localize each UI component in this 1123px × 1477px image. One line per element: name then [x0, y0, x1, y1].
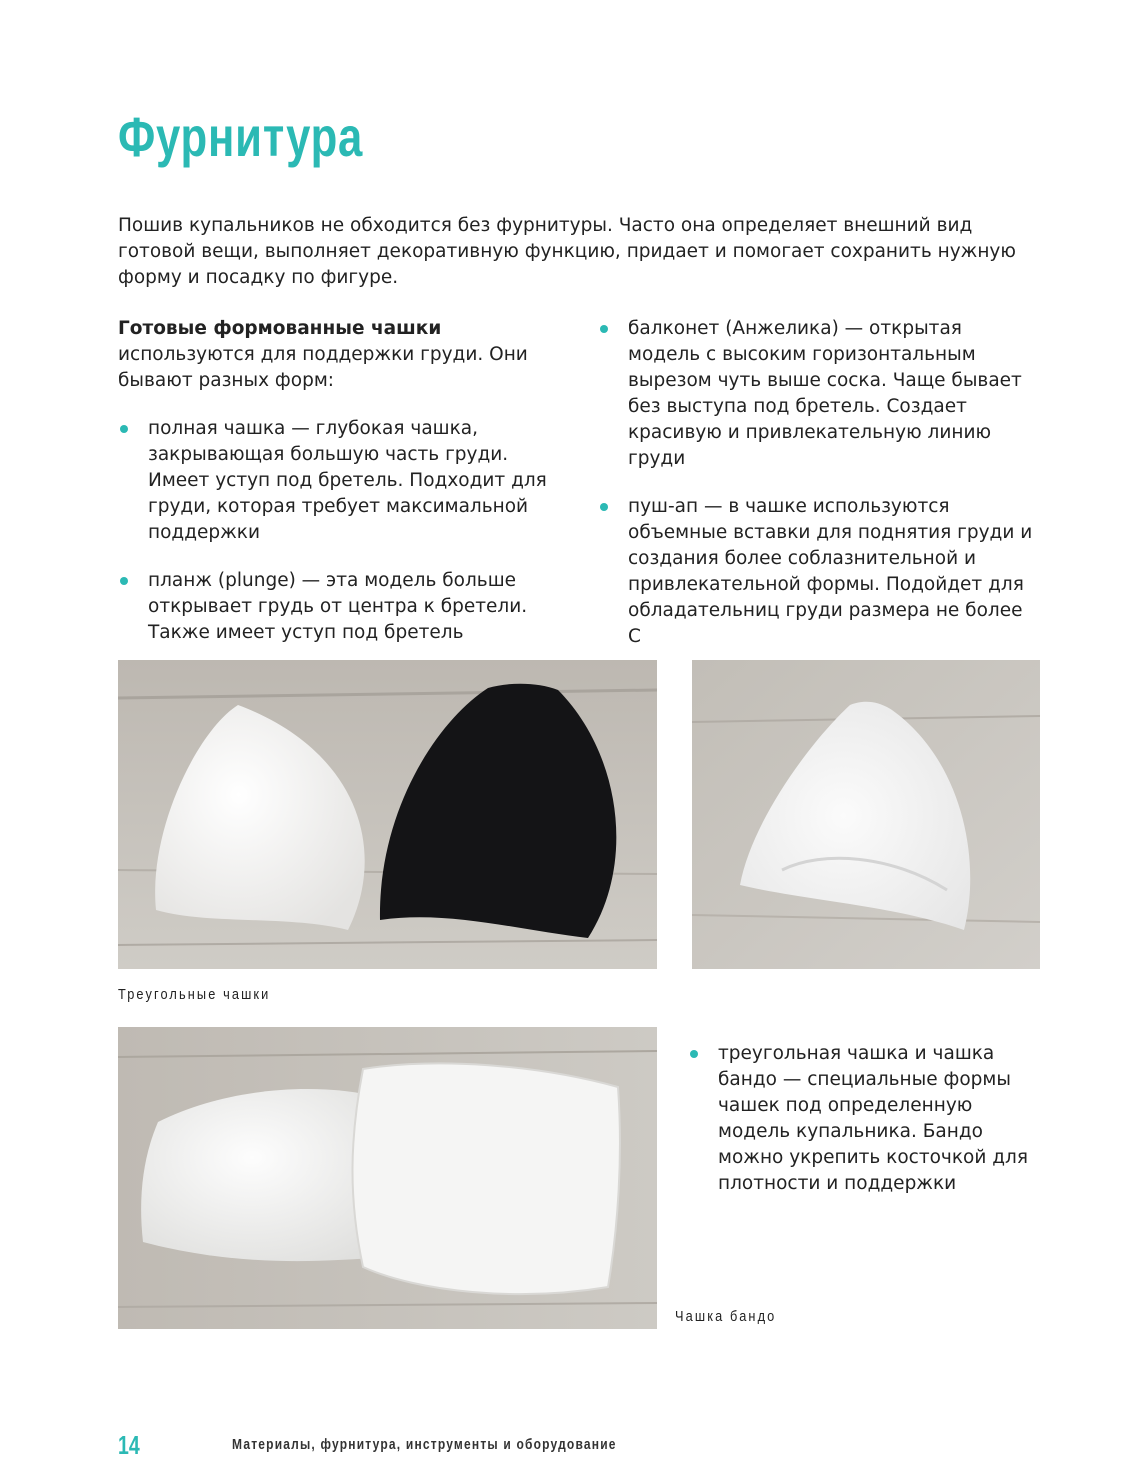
lead-paragraph — [118, 316, 568, 394]
intro-paragraph: Пошив купальников не обходится без фурнитуры. Часто она определяет внешний вид готовой вещи, выполняет декоративную функцию, придает и помогает сохранить нужную форму и посадку по фигуре. — [118, 215, 1016, 288]
bullet-dot-icon — [120, 425, 128, 433]
list-item — [598, 316, 1038, 472]
bullet-dot-icon — [690, 1050, 698, 1058]
right-bullet-list — [598, 316, 1038, 650]
right-column — [598, 316, 1038, 672]
running-footer: Материалы, фурнитура, инструменты и оборудование — [232, 1436, 617, 1453]
page-number: 14 — [118, 1430, 140, 1460]
list-item — [118, 568, 568, 646]
push-up-cup-photo — [692, 660, 1040, 969]
page-title: Фурнитура — [118, 105, 364, 168]
left-bullet-list — [118, 416, 568, 646]
list-item — [688, 1041, 1048, 1197]
bullet-text: полная чашка — глубокая чашка, закрывающая большую часть груди. Имеет уступ под бретель. Подходит для груди, которая требует максимальной поддержки — [148, 418, 547, 543]
bullet-dot-icon — [600, 325, 608, 333]
caption-triangle-cups: Треугольные чашки — [118, 986, 271, 1003]
bando-cups-photo — [118, 1027, 657, 1329]
bullet-text: пуш-ап — в чашке используются объемные вставки для поднятия груди и создания более соблазнительной и привлекательной формы. Подойдет для обладательниц груди размера не более С — [628, 496, 1033, 647]
bullet-text: балконет (Анжелика) — открытая модель с высоким горизонтальным вырезом чуть выше соска. Чаще бывает без выступа под бретель. Создает красивую и привлекательную линию груди — [628, 318, 1022, 469]
bullet-dot-icon — [600, 503, 608, 511]
bullet-dot-icon — [120, 577, 128, 585]
list-item — [118, 416, 568, 546]
triangle-cups-photo — [118, 660, 657, 969]
bullet-text: планж (plunge) — эта модель больше открывает грудь от центра к бретели. Также имеет уступ под бретель — [148, 570, 528, 643]
side-bullet-list — [688, 1041, 1048, 1197]
lead-bold: Готовые формованные чашки — [118, 318, 442, 339]
bullet-text: треугольная чашка и чашка бандо — специальные формы чашек под определенную модель купальника. Бандо можно укрепить косточкой для плотности и поддержки — [718, 1043, 1028, 1194]
caption-bando-cup: Чашка бандо — [675, 1308, 777, 1325]
list-item — [598, 494, 1038, 650]
bando-description — [688, 1041, 1048, 1219]
left-column — [118, 316, 568, 668]
lead-rest: используются для поддержки груди. Они бывают разных форм: — [118, 344, 528, 391]
